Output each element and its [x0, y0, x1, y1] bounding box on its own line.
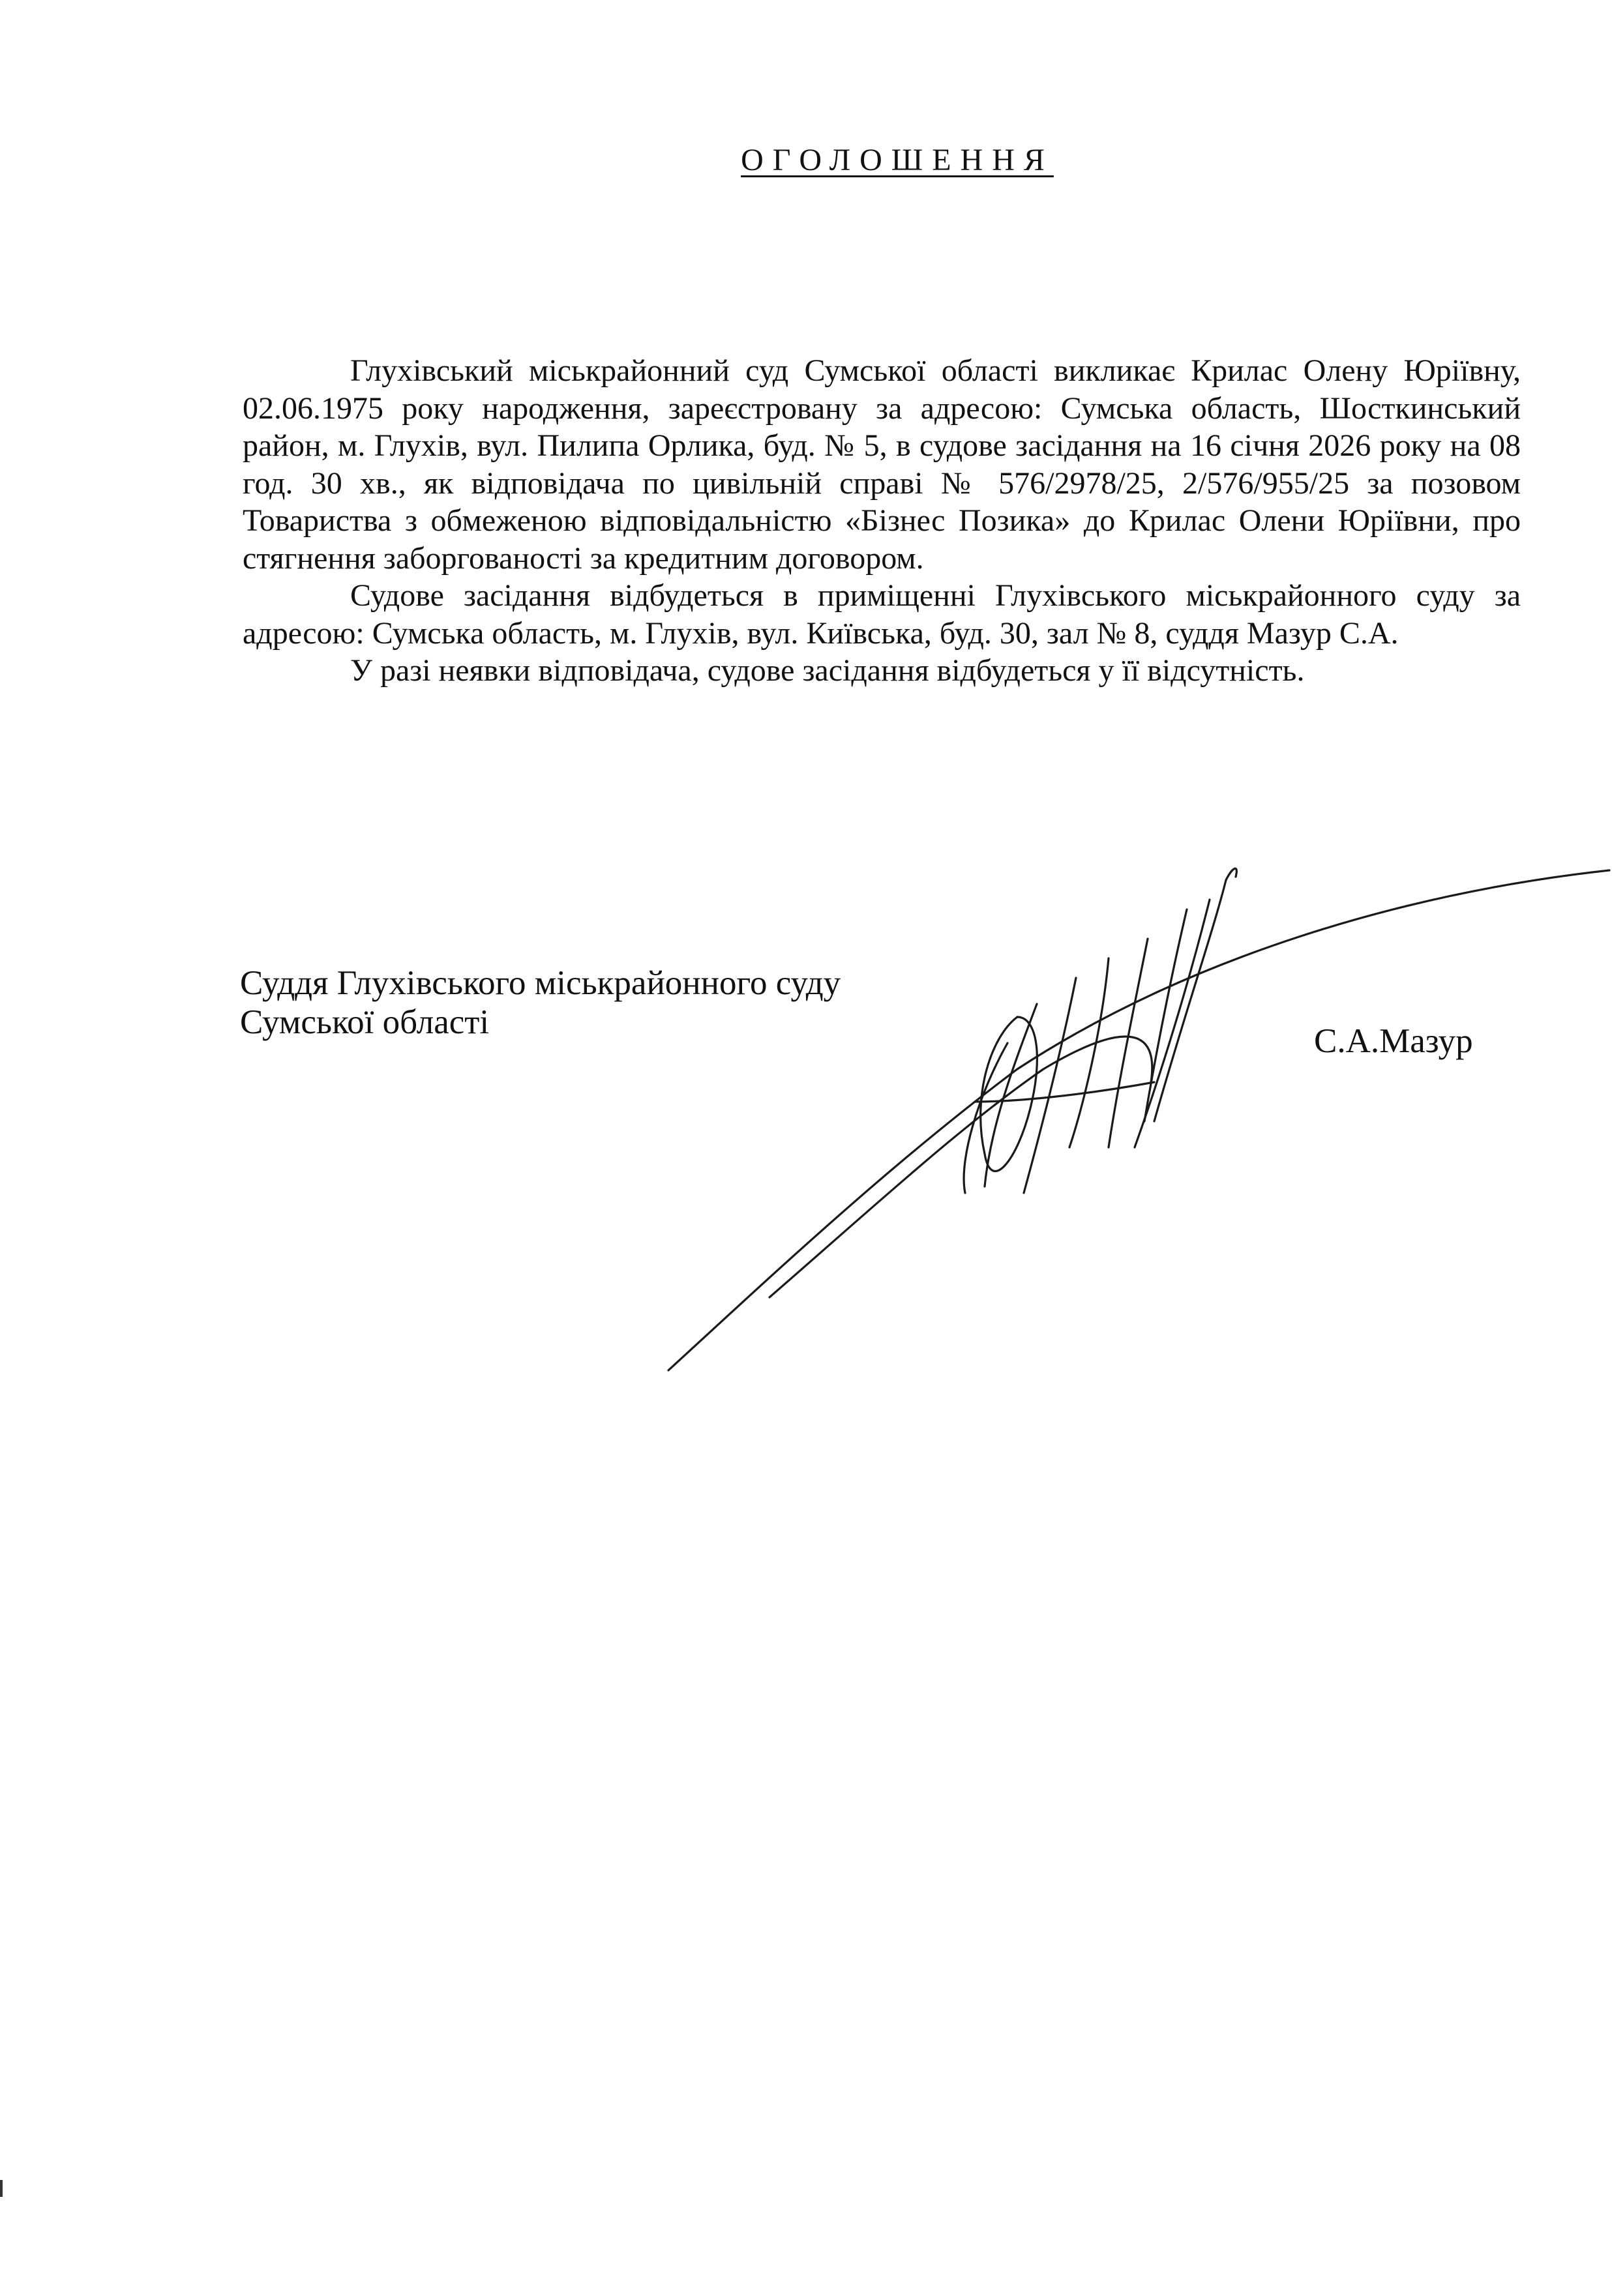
judge-position-line2: Сумської області: [240, 1003, 490, 1041]
judge-position-line1: Суддя Глухівського міськрайонного суду: [240, 964, 841, 1002]
scan-edge-mark: [0, 2180, 3, 2197]
paragraph-location: Судове засідання відбудеться в приміщенні Глухівського міськрайонного суду за адресою: Сумська область, м. Глухів, вул. Київська, буд. 30, зал № 8, суддя Мазур С.А.: [243, 578, 1521, 651]
paragraph-summons: Глухівський міськрайонний суд Сумської області викликає Крилас Олену Юріївну, 02.06.1975 року народження, зареєстровану за адресою: Сумська область, Шосткинський район, м. Глухів, вул. Пилипа Орлика, буд. № 5, в судове засідання на 16 січня 2026 року на 08 год. 30 хв., як відповідача по цивільній справі № 576/2978/25, 2/576/955/25 за позовом Товариства з обмеженою відповідальністю «Бізнес Позика» до Крилас Олени Юріївни, про стягнення заборгованості за кредитним договором.: [243, 353, 1521, 576]
judge-name: С.А.Мазур: [1314, 1022, 1473, 1060]
document-title: ОГОЛОШЕННЯ: [741, 143, 1054, 177]
announcement-body: [243, 352, 1521, 690]
judge-position: [240, 964, 841, 1042]
paragraph-absence: У разі неявки відповідача, судове засідання відбудеться у її відсутність.: [350, 653, 1305, 688]
